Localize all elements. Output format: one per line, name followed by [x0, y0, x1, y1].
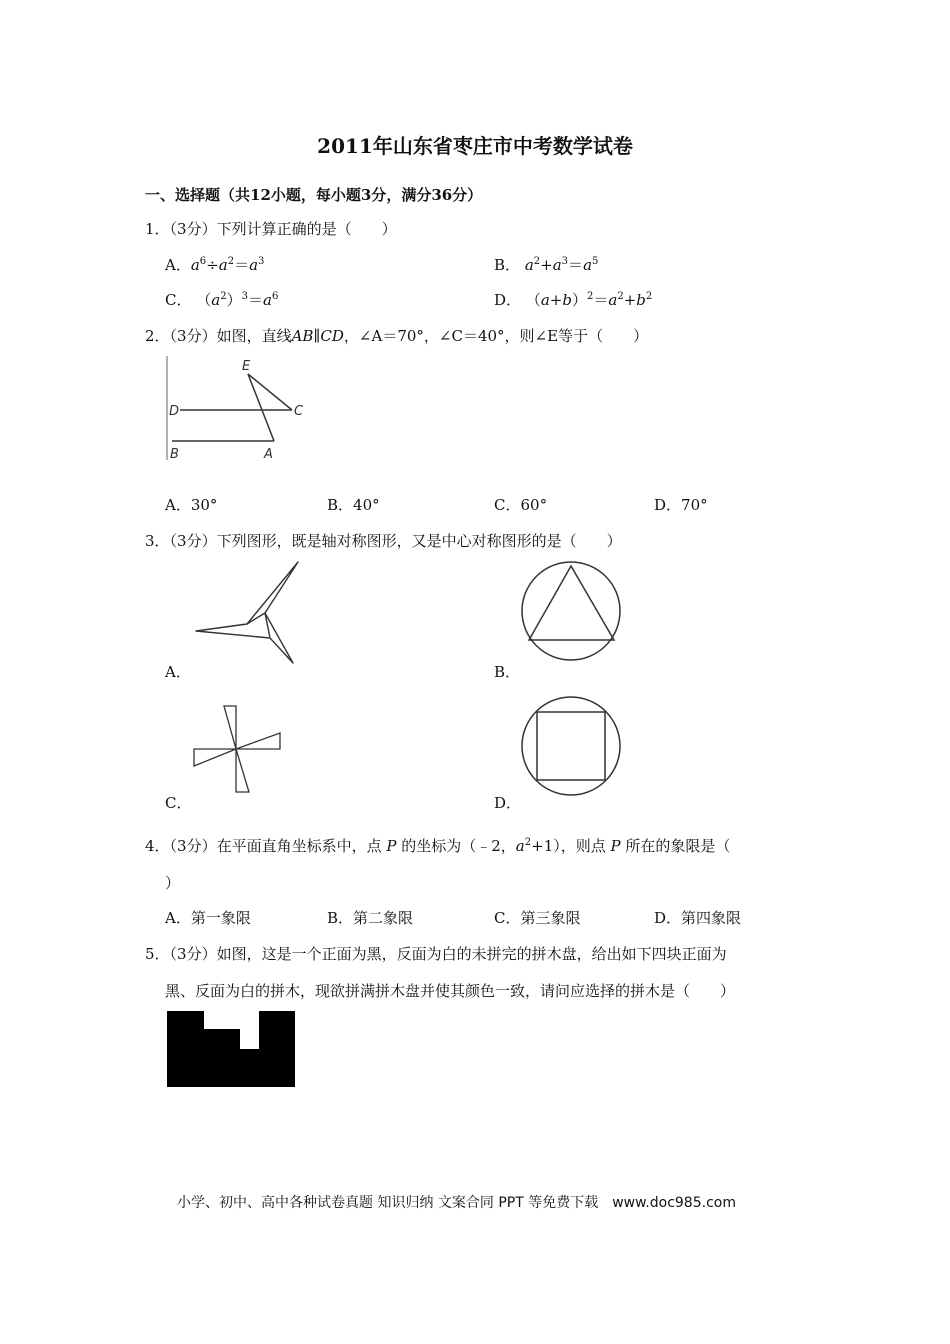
- q2-stem: 2．（3分）如图，直线AB∥CD，∠A＝70°，∠C＝40°，则∠E等于（ ）: [145, 327, 649, 345]
- q3-figure-c-pinwheel-cross: [190, 702, 285, 797]
- q3-label-a: A．: [165, 663, 191, 681]
- q3-figure-d-square-in-circle: [518, 693, 624, 799]
- q3-figure-a-pinwheel: [190, 558, 305, 668]
- q2-label-b: B: [170, 447, 179, 462]
- q2-option-d: D．70°: [654, 496, 708, 514]
- q2-label-a: A: [264, 447, 273, 462]
- q2-option-a: A．30°: [165, 496, 218, 514]
- q5-stem-line1: 5．（3分）如图，这是一个正面为黑，反面为白的未拼完的拼木盘，给出如下四块正面为: [145, 945, 727, 963]
- q2-option-c: C．60°: [494, 496, 548, 514]
- page-title: 2011年山东省枣庄市中考数学试卷: [317, 134, 633, 158]
- q5-stem-line2: 黑、反面为白的拼木，现欲拼满拼木盘并使其颜色一致，请问应选择的拼木是（ ）: [165, 982, 736, 1000]
- q4-stem: 4．（3分）在平面直角坐标系中，点 P 的坐标为（﹣2，$a^2+1$），则点 P 所在的象限是（: [145, 837, 731, 855]
- q3-stem: 3．（3分）下列图形，既是轴对称图形，又是中心对称图形的是（ ）: [145, 532, 622, 550]
- q2-option-b: B．40°: [327, 496, 380, 514]
- q4-stem-line2: ）: [165, 874, 181, 892]
- q1-option-c: C． $(a^2)^3=a^6$: [165, 291, 279, 309]
- q1-stem: 1．（3分）下列计算正确的是（ ）: [145, 220, 397, 238]
- q4-option-a: A．第一象限: [165, 909, 251, 927]
- q3-label-d: D．: [494, 794, 522, 812]
- q4-option-c: C．第三象限: [494, 909, 581, 927]
- q1-option-b: B． $a^2+a^3=a^5$: [494, 256, 599, 274]
- section-heading: 一、选择题（共12小题，每小题3分，满分36分）: [145, 186, 483, 204]
- q1-option-a: A．$a^6\div a^2=a^3$: [165, 256, 265, 274]
- q5-puzzle-board-figure: [167, 1011, 295, 1087]
- q2-parallel-lines-figure: [160, 350, 320, 465]
- q2-label-e: E: [242, 359, 251, 374]
- q2-label-c: C: [294, 404, 304, 419]
- footer-text: 小学、初中、高中各种试卷真题 知识归纳 文案合同 PPT 等免费下载 www.doc985.com: [177, 1195, 736, 1211]
- q3-figure-b-triangle-in-circle: [518, 558, 624, 664]
- q4-option-d: D．第四象限: [654, 909, 742, 927]
- q3-label-b: B．: [494, 663, 521, 681]
- q2-label-d: D: [169, 404, 180, 419]
- q1-option-d: D． $(a+b)^2=a^2+b^2$: [494, 291, 653, 309]
- q3-label-c: C．: [165, 794, 192, 812]
- q4-option-b: B．第二象限: [327, 909, 414, 927]
